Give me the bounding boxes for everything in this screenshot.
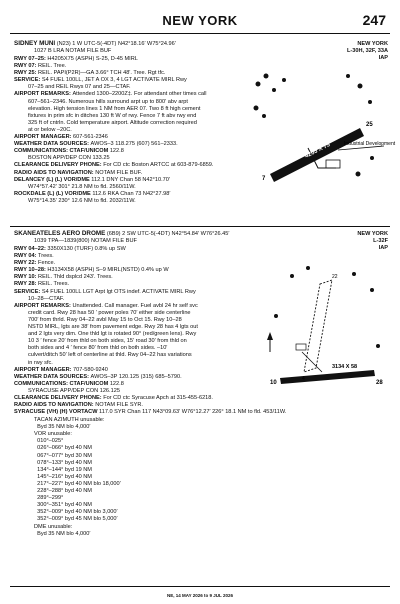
skan-state: NEW YORK <box>357 231 388 237</box>
detail-value: 07–25 and REIL Rwys 07 and 25—CTAF. <box>28 84 131 91</box>
detail-key: RADIO AIDS TO NAVIGATION: <box>14 402 96 409</box>
vor-note-line: 078°–133° byd 40 NM <box>34 459 92 466</box>
detail-line <box>14 77 187 83</box>
detail-key: RWY 22: <box>14 260 39 267</box>
detail-value: 122.8 <box>109 148 124 155</box>
detail-line <box>28 127 72 133</box>
detail-value: W75°14.35′ 230° 12.6 NM to fld. 2032/11W. <box>28 197 136 204</box>
detail-key: AIRPORT MANAGER: <box>14 366 74 373</box>
skan-entry-line1 <box>14 231 229 237</box>
detail-value: 122.8 <box>109 380 124 387</box>
sidney-rwy-id: RWY 07–25: <box>14 56 48 62</box>
vor-note-line: Byd 35 NM blo 4,000′ <box>34 530 91 537</box>
vor-note-line: 217°–227° byd 40 NM blo 18,000′ <box>34 480 121 487</box>
detail-key: SYRACUSE (VH) (H) VORTACW <box>14 409 100 416</box>
skan-turf-end-b: 22 <box>332 274 338 280</box>
vor-note-line: VOR unusable: <box>34 431 72 438</box>
detail-key: ROCKDALE (L) (L) VOR/DME <box>14 190 93 197</box>
detail-value: fixtures in prim sfc in ditches 130 ft W of rwy. Fence 7 ft abv rwy end <box>28 112 197 119</box>
detail-value: BOSTON APP/DEP CON 133.25 <box>28 155 110 162</box>
sidney-rwy-detail: H4205X75 (ASPH) S-25, D-45 MIRL <box>47 56 138 62</box>
detail-line <box>14 267 169 273</box>
detail-key: WEATHER DATA SOURCES: <box>14 141 91 148</box>
detail-value: REIL. PAPI(P2R)—GA 3.66° TCH 48′. Tree. Rgt tfc. <box>38 70 166 77</box>
detail-value: Unattended. Call manager. Fuel avbl 24 hr self svc <box>72 302 198 309</box>
detail-value: For CD ctc Boston ARTCC at 603-879-6859. <box>103 162 214 169</box>
detail-value: REIL. Thld dsplcd 243′. Trees. <box>38 274 113 281</box>
detail-line <box>14 170 142 176</box>
detail-line <box>14 91 206 97</box>
detail-value: NOTAM FILE SYR. <box>95 402 143 409</box>
detail-line <box>14 395 213 401</box>
detail-key: RWY 28: <box>14 281 39 288</box>
detail-line <box>28 296 64 302</box>
detail-key: AIRPORT REMARKS: <box>14 302 73 309</box>
detail-value: 112.1 DNY Chan 58 N42°10.70′ <box>91 176 170 183</box>
detail-line <box>14 289 196 295</box>
header-rule <box>10 33 390 34</box>
detail-value: and 2 lgts very dim. One thld lgt is rotated 90° (red/green lens). Rwy <box>28 331 197 338</box>
sidney-runway-line <box>14 56 138 62</box>
sidney-airport-diagram <box>248 62 396 192</box>
detail-line <box>14 374 182 380</box>
detail-key: RWY 10–28: <box>14 267 48 274</box>
vor-note-line: Byd 35 NM blo 4,000′ <box>34 424 91 431</box>
vor-note-line: 228°–288° byd 40 NM <box>34 488 92 494</box>
skan-paved-runway <box>280 370 375 384</box>
detail-line <box>14 177 170 183</box>
detail-value: 10 3 ′ fence 20′ from thld on both sides, 15′ road 30′ from thld on <box>28 338 187 345</box>
detail-key: COMMUNICATIONS: CTAF/UNICOM <box>14 148 110 155</box>
detail-value: W74°57.42′ 301° 21.8 NM to fld. 2560/11W. <box>28 183 136 190</box>
skan-chart-refs: L-32F <box>373 238 388 244</box>
skan-rwy-detail: 3350X130 (TURF) 0.8% up SW <box>47 246 126 252</box>
detail-value: 117.0 SYR Chan 117 N43°09.63′ W76°12.27′ 226° 18.1 NM to fld. 453/11W. <box>99 409 287 416</box>
detail-value: REIL. Trees. <box>38 281 70 288</box>
detail-line <box>28 360 53 366</box>
detail-line <box>28 331 196 337</box>
skan-iap: IAP <box>378 245 388 251</box>
detail-value: REIL. Tree. <box>38 63 67 69</box>
footer-rule <box>10 586 390 587</box>
skan-ident-line: (6B9) 2 SW UTC-5(-4DT) N42°54.84′ W76°26.45′ <box>105 231 230 237</box>
vor-note-line: 300°–351° byd 40 NM <box>34 502 92 509</box>
detail-key: RWY 07: <box>14 63 39 69</box>
detail-line <box>14 162 213 168</box>
skan-runway-line <box>14 246 126 252</box>
page-number: 247 <box>362 12 386 28</box>
detail-line <box>14 141 178 147</box>
detail-value: S4 FUEL 100LL, JET A OX 3, 4 LGT ACTIVATE MIRL Rwy <box>41 77 187 84</box>
detail-value: credit card. Rwy 28 has 50 ′ power poles 70′ either side centerline <box>28 309 191 316</box>
sidney-building-label: Industrial Development <box>344 141 396 147</box>
detail-value: in rwy sfc. <box>28 359 53 366</box>
skan-runway-dims: 3134 X 58 <box>332 364 358 370</box>
detail-value: AWOS–3P 120.125 (315) 685–5790. <box>90 373 182 380</box>
skan-runway-end-a: 10 <box>270 380 277 386</box>
skan-runway-end-b: 28 <box>376 380 383 386</box>
detail-key: SERVICE: <box>14 77 42 84</box>
detail-line <box>14 70 165 76</box>
detail-line <box>14 260 55 266</box>
detail-line <box>28 317 182 323</box>
sidney-entry-line1 <box>14 41 176 47</box>
sidney-iap: IAP <box>378 55 388 61</box>
detail-value: 700′ from thrld. Rwy 04–22 avbl May 15 to Oct 15. Rwy 10–28 <box>28 316 182 323</box>
sidney-runway <box>270 128 364 182</box>
detail-key: RWY 04: <box>14 253 39 259</box>
detail-line <box>28 324 198 330</box>
detail-line <box>14 134 108 140</box>
sidney-runway-end-b: 25 <box>366 122 373 128</box>
sidney-runway-end-a: 7 <box>262 176 266 182</box>
detail-value: Fence. <box>38 260 56 267</box>
detail-key: CLEARANCE DELIVERY PHONE: <box>14 395 104 401</box>
detail-value: 10–28—CTAF. <box>28 295 65 302</box>
skan-turf-end-a: 4 <box>302 376 305 382</box>
detail-line <box>28 120 197 126</box>
detail-value: AWOS–3 118.275 (607) 561–2333. <box>90 141 178 148</box>
vor-note-line: 026°–066° byd 40 NM <box>34 445 92 452</box>
detail-key: AIRPORT REMARKS: <box>14 91 73 98</box>
detail-line <box>14 274 113 280</box>
detail-line <box>14 381 124 387</box>
detail-key: COMMUNICATIONS: CTAF/UNICOM <box>14 380 110 387</box>
detail-line <box>14 63 66 69</box>
sidney-runway-dims: 4205 X 75 <box>304 142 332 160</box>
detail-line <box>14 281 69 287</box>
detail-value: at or below –20C. <box>28 126 72 133</box>
detail-line <box>28 198 136 204</box>
vor-note-line: 010°–025° <box>34 438 64 445</box>
vor-note-line: 134°–144° byd 19 NM <box>34 466 92 473</box>
detail-value: Attended 1300–2200Z‡. For attendant other times call <box>72 91 207 98</box>
detail-line <box>28 155 110 161</box>
detail-line <box>14 402 143 408</box>
detail-value: NOTAM FILE BUF. <box>95 169 143 176</box>
detail-line <box>28 113 196 119</box>
sidney-chart-refs: L-30H, 32F, 33A <box>346 48 388 54</box>
vor-note-line: 352°–009° byd 45 NM blo 5,000′ <box>34 516 118 523</box>
detail-value: culvert/ditch 50′ left of centerline at thld. Rwy 04–22 has variations <box>28 352 192 359</box>
detail-key: WEATHER DATA SOURCES: <box>14 373 91 380</box>
detail-key: RWY 25: <box>14 70 39 77</box>
page-footer: NE, 14 MAY 2026 to 9 JUL 2026 <box>167 593 233 598</box>
detail-key: CLEARANCE DELIVERY PHONE: <box>14 162 104 169</box>
detail-line <box>28 184 136 190</box>
detail-line <box>28 345 167 351</box>
sidney-elev-line: 1027 B LRA NOTAM FILE BUF <box>34 48 112 54</box>
detail-value: 707-580-9240 <box>73 366 108 373</box>
detail-value: H3134X58 (ASPH) S–9 MIRL(NSTD) 0.4% up W <box>47 267 169 274</box>
vor-note-line: 289°–299° <box>34 495 64 502</box>
detail-value: SYRACUSE APP/DEP CON 126.125 <box>28 387 120 394</box>
detail-line <box>14 303 198 309</box>
vor-note-line: DME unusable: <box>34 523 73 530</box>
detail-line <box>28 352 192 358</box>
detail-line <box>14 409 286 415</box>
detail-line <box>28 310 191 316</box>
skan-elev-line: 1039 TPA—1839(800) NOTAM FILE BUF <box>34 238 137 244</box>
detail-value: elevation. High tension lines 1 NM from AER 07. Two 8 ft high cement <box>28 105 201 112</box>
sidney-state: NEW YORK <box>357 41 388 47</box>
page-title: NEW YORK <box>162 13 238 28</box>
section-divider <box>10 226 390 227</box>
detail-line <box>14 253 54 259</box>
skan-airport-name: SKANEATELES AERO DROME <box>14 230 106 237</box>
detail-line <box>28 388 120 394</box>
detail-key: SERVICE: <box>14 288 42 295</box>
north-arrow-icon <box>267 332 273 352</box>
detail-value: For CD ctc Syracuse Apch at 315-455-6218. <box>103 395 213 401</box>
detail-line <box>14 148 124 154</box>
skan-airport-diagram <box>262 256 388 406</box>
detail-value: 607–561–2346. Numerous hills surround arpt up to 800′ abv arpt <box>28 98 188 105</box>
detail-line <box>14 191 170 197</box>
detail-line <box>28 106 200 112</box>
detail-line <box>28 84 131 90</box>
detail-value: S4 FUEL 100LL LGT Arpt lgt OTS indef. ACTIVATE MIRL Rwy <box>41 288 196 295</box>
detail-line <box>28 99 188 105</box>
vor-note-line: 067°–077° byd 30 NM <box>34 452 92 459</box>
detail-key: RADIO AIDS TO NAVIGATION: <box>14 169 96 176</box>
detail-value: 607-561-2346 <box>73 134 108 140</box>
sidney-airport-name: SIDNEY MUNI <box>14 40 56 47</box>
detail-value: 325 ft of cntrln. Cold temperature airport. Altitude correction required <box>28 119 197 126</box>
detail-value: NSTD MIRL, lgts are 38′ from pavement edge. Rwy 28 has 4 lgts out <box>28 324 198 330</box>
vor-note-line: TACAN AZIMUTH unusable: <box>34 417 105 423</box>
sidney-ident-line: (N23) 1 W UTC-5(-4DT) N42°18.16′ W75°24.96′ <box>55 41 176 47</box>
detail-key: AIRPORT MANAGER: <box>14 134 74 140</box>
detail-value: Trees. <box>38 253 54 259</box>
vor-note-line: 352°–009° byd 40 NM blo 3,000′ <box>34 509 118 516</box>
detail-line <box>28 338 187 344</box>
vor-note-line: 145°–216° byd 40 NM <box>34 473 92 480</box>
detail-line <box>14 367 108 373</box>
skan-rwy-id: RWY 04–22: <box>14 246 48 252</box>
detail-value: both sides and 4 ′ fence 80′ from thld on both sides. –10′ <box>28 345 168 352</box>
detail-key: RWY 10: <box>14 274 39 281</box>
detail-value: 112.6 RKA Chan 73 N42°27.98′ <box>92 190 171 197</box>
detail-key: DELANCEY (L) (L) VOR/DME <box>14 176 92 183</box>
